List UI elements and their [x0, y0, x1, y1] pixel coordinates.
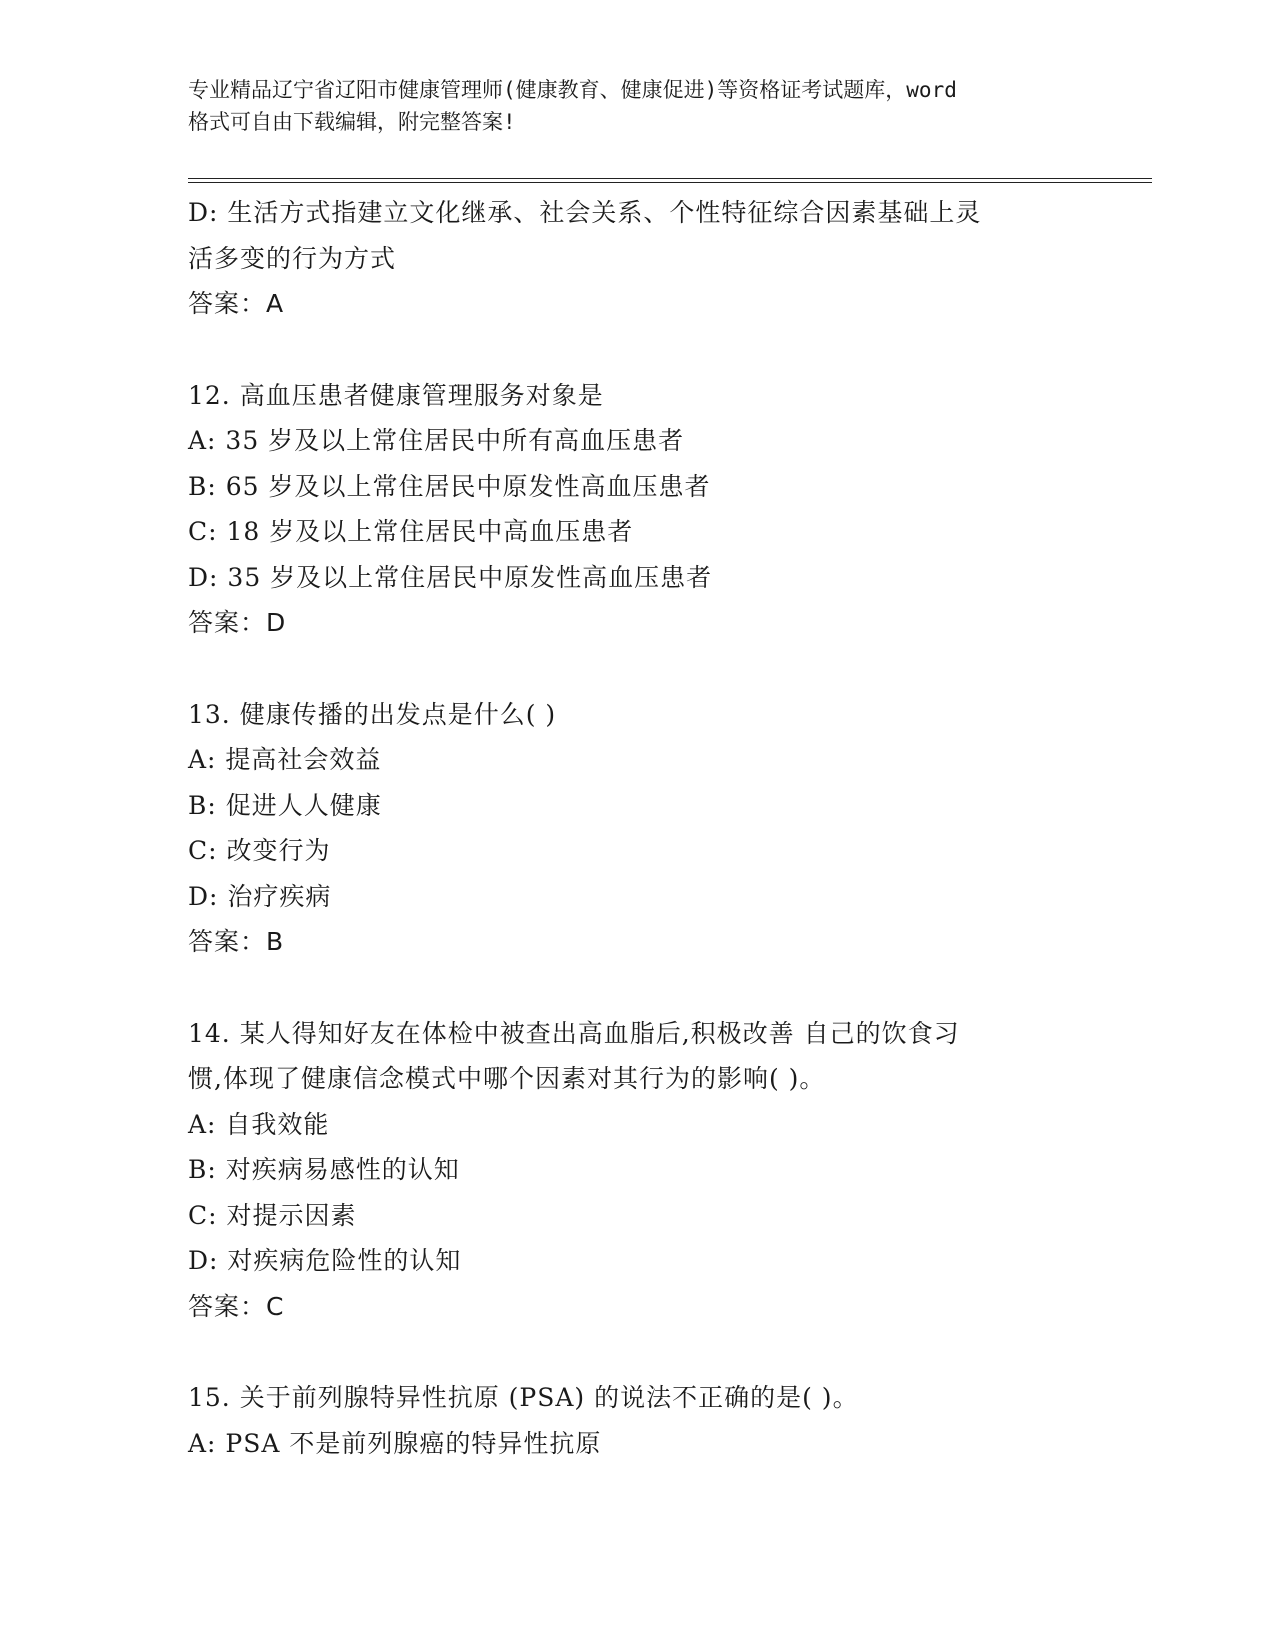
question-block	[188, 692, 1088, 965]
question-line: D: 生活方式指建立文化继承、社会关系、个性特征综合因素基础上灵	[188, 198, 982, 227]
question-block	[188, 1011, 1088, 1330]
answer-text: 答案：D	[188, 608, 287, 637]
question-list	[188, 190, 1088, 1466]
header-line-2: 格式可自由下载编辑，附完整答案!	[188, 110, 516, 134]
question-block	[188, 373, 1088, 646]
question-stem: 14. 某人得知好友在体检中被查出高血脂后,积极改善 自己的饮食习	[188, 1018, 960, 1048]
option-a: A: 自我效能	[188, 1109, 330, 1139]
option-c: C: 对提示因素	[188, 1200, 357, 1230]
header-divider	[188, 178, 1152, 183]
option-b: B: 对疾病易感性的认知	[188, 1155, 460, 1184]
question-block	[188, 190, 1088, 327]
question-stem: 12. 高血压患者健康管理服务对象是	[188, 380, 604, 410]
spacer	[188, 646, 1088, 692]
answer-text: 答案：C	[188, 1291, 285, 1321]
spacer	[188, 327, 1088, 373]
answer-text: 答案：B	[188, 927, 285, 956]
option-b: B: 65 岁及以上常住居民中原发性高血压患者	[188, 471, 711, 501]
option-c: C: 18 岁及以上常住居民中高血压患者	[188, 517, 634, 546]
option-a: A: PSA 不是前列腺癌的特异性抗原	[188, 1428, 602, 1458]
option-d: D: 治疗疾病	[188, 881, 332, 911]
page-header	[188, 74, 1088, 138]
option-b: B: 促进人人健康	[188, 790, 382, 820]
answer-text: 答案：A	[188, 289, 285, 318]
question-line: 活多变的行为方式	[188, 243, 397, 273]
spacer	[188, 965, 1088, 1011]
question-stem: 15. 关于前列腺特异性抗原 (PSA) 的说法不正确的是( )。	[188, 1383, 859, 1412]
option-c: C: 改变行为	[188, 836, 331, 865]
option-a: A: 35 岁及以上常住居民中所有高血压患者	[188, 426, 685, 455]
spacer	[188, 1329, 1088, 1375]
question-block	[188, 1375, 1088, 1466]
option-d: D: 对疾病危险性的认知	[188, 1246, 462, 1275]
option-d: D: 35 岁及以上常住居民中原发性高血压患者	[188, 562, 713, 592]
option-a: A: 提高社会效益	[188, 745, 382, 774]
header-line-1: 专业精品辽宁省辽阳市健康管理师(健康教育、健康促进)等资格证考试题库，word	[188, 78, 957, 102]
question-stem: 13. 健康传播的出发点是什么( )	[188, 699, 557, 729]
question-stem-continued: 惯,体现了健康信念模式中哪个因素对其行为的影响( )。	[188, 1064, 826, 1093]
